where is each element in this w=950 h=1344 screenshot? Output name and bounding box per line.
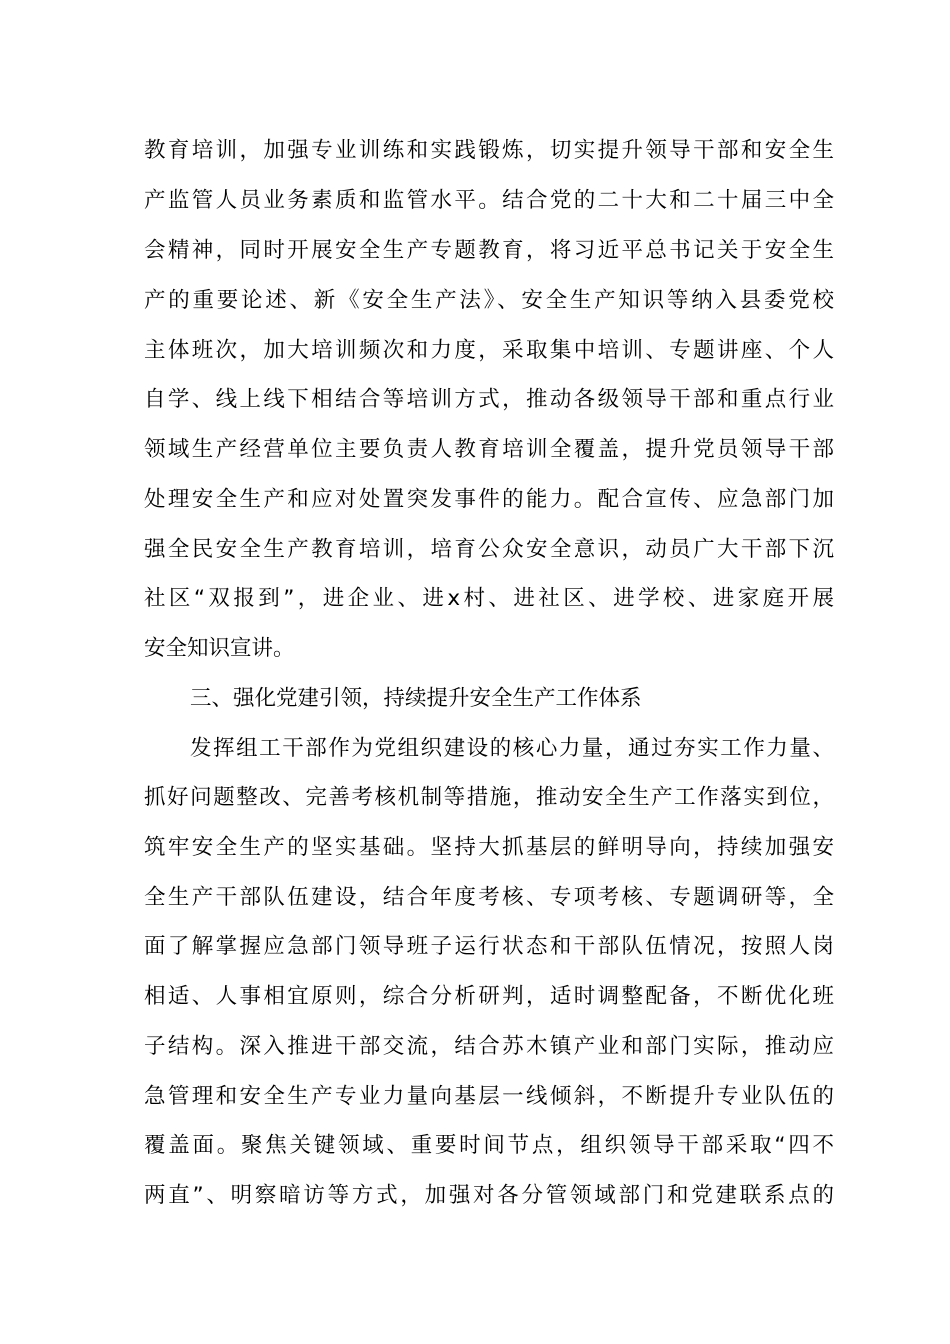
text-line: 社区“双报到”，进企业、进x村、进社区、进学校、进家庭开展 [144, 586, 834, 611]
text-line: 全生产干部队伍建设，结合年度考核、专项考核、专题调研等，全 [144, 885, 834, 910]
text-line: 抓好问题整改、完善考核机制等措施，推动安全生产工作落实到位， [144, 785, 834, 810]
text-line: 会精神，同时开展安全生产专题教育，将习近平总书记关于安全生 [144, 238, 834, 263]
text-line: 急管理和安全生产专业力量向基层一线倾斜，不断提升专业队伍的 [144, 1084, 834, 1109]
text-line: 主体班次，加大培训频次和力度，采取集中培训、专题讲座、个人 [144, 338, 834, 363]
text-line: 子结构。深入推进干部交流，结合苏木镇产业和部门实际，推动应 [144, 1034, 834, 1059]
text-line: 处理安全生产和应对处置突发事件的能力。配合宣传、应急部门加 [144, 487, 834, 512]
text-line: 两直”、明察暗访等方式，加强对各分管领域部门和党建联系点的 [144, 1183, 834, 1208]
section-heading: 三、强化党建引领，持续提升安全生产工作体系 [190, 686, 642, 711]
text-line: 教育培训，加强专业训练和实践锻炼，切实提升领导干部和安全生 [144, 138, 834, 163]
text-line: 筑牢安全生产的坚实基础。坚持大抓基层的鲜明导向，持续加强安 [144, 835, 834, 860]
text-line: 相适、人事相宜原则，综合分析研判，适时调整配备，不断优化班 [144, 984, 834, 1009]
text-line: 安全知识宣讲。 [144, 636, 295, 661]
text-line: 强全民安全生产教育培训，培育公众安全意识，动员广大干部下沉 [144, 537, 834, 562]
text-line: 覆盖面。聚焦关键领域、重要时间节点，组织领导干部采取“四不 [144, 1133, 834, 1158]
text-line: 领域生产经营单位主要负责人教育培训全覆盖，提升党员领导干部 [144, 437, 834, 462]
text-line: 面了解掌握应急部门领导班子运行状态和干部队伍情况，按照人岗 [144, 934, 834, 959]
text-line: 产的重要论述、新《安全生产法》、安全生产知识等纳入县委党校 [144, 288, 834, 313]
text-line: 自学、线上线下相结合等培训方式，推动各级领导干部和重点行业 [144, 387, 834, 412]
text-line: 发挥组工干部作为党组织建设的核心力量，通过夯实工作力量、 [190, 736, 834, 761]
text-line: 产监管人员业务素质和监管水平。结合党的二十大和二十届三中全 [144, 188, 834, 213]
